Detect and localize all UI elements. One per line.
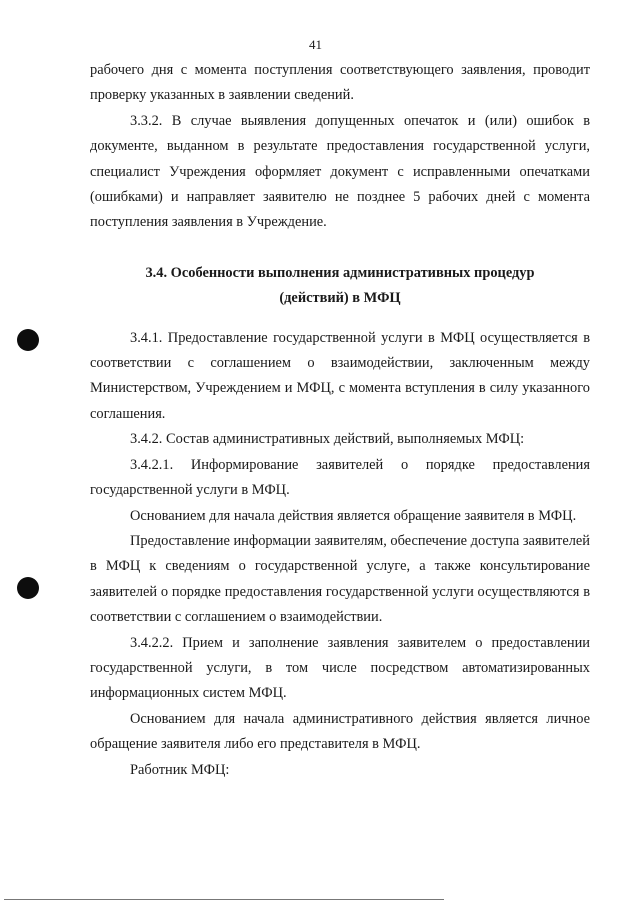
paragraph-basis-2: Основанием для начала административного действия является личное обращение заявителя либо его представителя в МФЦ. xyxy=(90,710,590,753)
spacer xyxy=(90,236,590,261)
paragraph-3-4-2-2: 3.4.2.2. Прием и заполнение заявления заявителем о предоставлении государственной услуги, в том числе посредством автоматизированных информационных систем МФЦ. xyxy=(90,634,590,702)
paragraph-3-3-2: 3.3.2. В случае выявления допущенных опечаток и (или) ошибок в документе, выданном в результате предоставления государственной услуги, специалист Учреждения оформляет документ с исправленными опечатками (ошибками) и направляет заявителю не позднее 5 рабочих дней с момента поступления заявления в Учреждение. xyxy=(90,112,590,231)
page-number: 41 xyxy=(309,37,322,52)
section-heading-line2: (действий) в МФЦ xyxy=(279,290,401,307)
spacer xyxy=(90,312,590,326)
bottom-edge-line xyxy=(4,899,444,900)
paragraph-3-4-2-1: 3.4.2.1. Информирование заявителей о порядке предоставления государственной услуги в МФЦ. xyxy=(90,456,590,499)
punch-hole-bottom xyxy=(17,577,39,599)
paragraph-3-4-2: 3.4.2. Состав административных действий, выполняемых МФЦ: xyxy=(130,431,525,448)
paragraph-provision: Предоставление информации заявителям, обеспечение доступа заявителей в МФЦ к сведениям о государственной услуге, а также консультирование заявителей о порядке предоставления государственной услуги осуществляются в соответствии с соглашением о взаимодействии. xyxy=(90,532,591,626)
paragraph-basis-1: Основанием для начала действия является обращение заявителя в МФЦ. xyxy=(130,507,577,524)
paragraph-intro: рабочего дня с момента поступления соответствующего заявления, проводит проверку указанных в заявлении сведений. xyxy=(90,62,590,104)
document-body xyxy=(90,58,590,783)
punch-hole-top xyxy=(17,329,39,351)
paragraph-3-4-1: 3.4.1. Предоставление государственной услуги в МФЦ осуществляется в соответствии с соглашением о взаимодействии, заключенным между Министерством, Учреждением и МФЦ, с момента вступления в силу указанного соглашения. xyxy=(90,329,590,422)
section-heading-line1: 3.4. Особенности выполнения административных процедур xyxy=(145,264,535,281)
paragraph-worker: Работник МФЦ: xyxy=(130,761,230,778)
